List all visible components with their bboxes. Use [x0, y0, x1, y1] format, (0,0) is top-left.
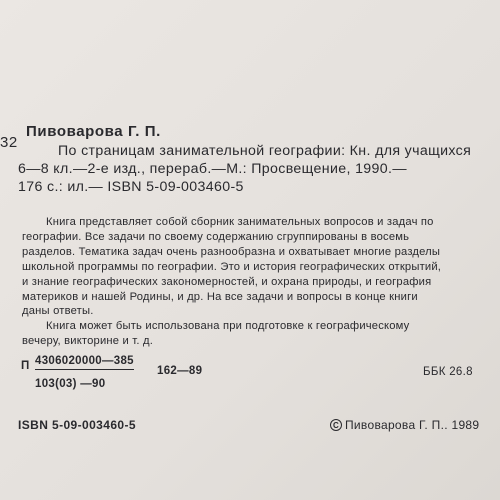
copyright-text: Пивоварова Г. П.. 1989	[345, 418, 480, 432]
classification-numerator: 4306020000—385	[35, 355, 134, 370]
classification-denominator: 103(03) —90	[35, 378, 106, 390]
copyright-notice	[330, 418, 479, 432]
classification-prefix: П	[21, 360, 30, 372]
annotation-line: Книга представляет собой сборник занимательных вопросов и задач по	[46, 216, 434, 228]
annotation-line: разделов. Тематика задач очень разнообразна и охватывает многие разделы	[22, 245, 441, 258]
biblio-line: 176 с.: ил.— ISBN 5-09-003460-5	[18, 179, 244, 195]
annotation-line: и знание географических закономерностей, и охрана природы, и география	[22, 275, 432, 288]
annotation-text	[22, 215, 498, 349]
annotation-line: географии. Все задачи по своему содержанию сгруппированы в восемь	[22, 230, 410, 243]
isbn-number: ISBN 5-09-003460-5	[18, 418, 136, 432]
classification-suffix: 162—89	[157, 365, 203, 377]
biblio-line: По страницам занимательной географии: Кн. для учащихся	[58, 143, 472, 159]
annotation-line: школьной программы по географии. Это и история географических открытий,	[22, 260, 442, 273]
biblio-line: 6—8 кл.—2-е изд., перераб.—М.: Просвещение, 1990.—	[18, 161, 407, 177]
author-name: Пивоварова Г. П.	[26, 123, 161, 140]
annotation-line: вечеру, викторине и т. д.	[22, 335, 154, 348]
bibliographic-description	[18, 142, 496, 196]
annotation-line: Книга может быть использована при подготовке к географическому	[46, 320, 410, 333]
copyright-icon: C	[330, 419, 342, 431]
annotation-line: материков и нашей Родины, и др. На все задачи и вопросы в конце книги	[22, 290, 418, 303]
bbk-code: ББК 26.8	[423, 366, 473, 378]
cut-off-index-number: 32	[0, 134, 18, 151]
annotation-line: даны ответы.	[22, 305, 94, 318]
